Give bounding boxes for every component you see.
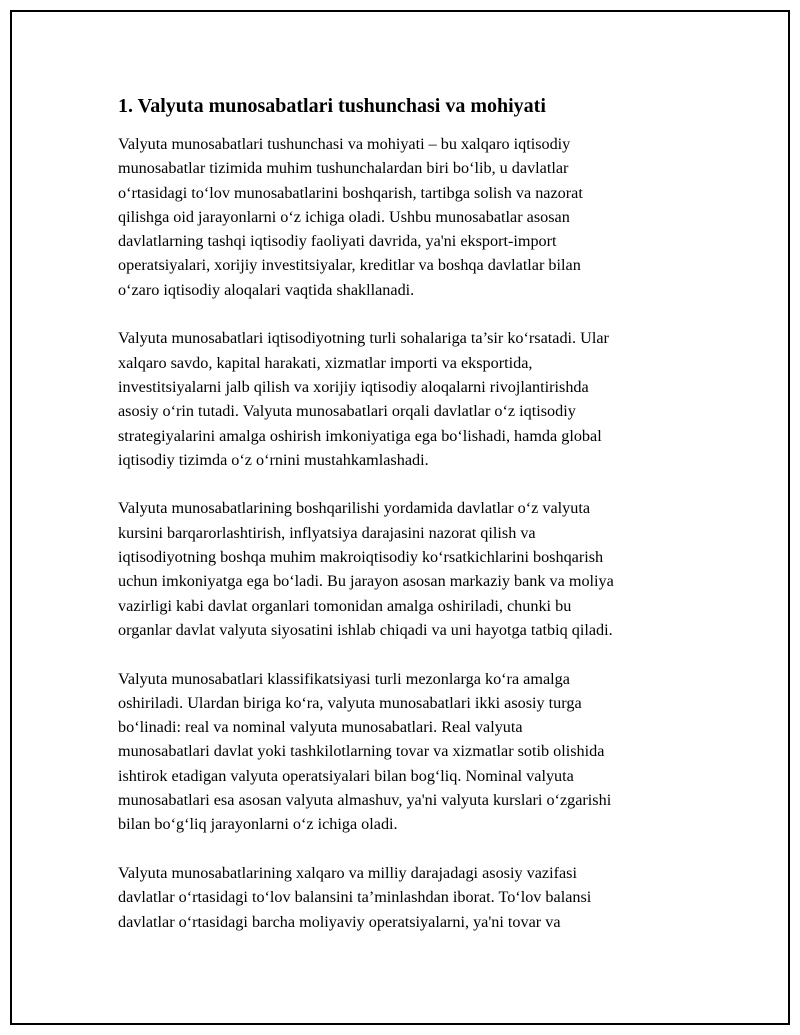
paragraph-line: Valyuta munosabatlarining xalqaro va milliy darajadagi asosiy vazifasi: [118, 863, 577, 882]
paragraph-3: [118, 496, 688, 642]
paragraph-line: xalqaro savdo, kapital harakati, xizmatlar importi va eksportida,: [118, 353, 533, 372]
paragraph-1: [118, 132, 688, 302]
paragraph-line: Valyuta munosabatlarining boshqarilishi yordamida davlatlar o‘z valyuta: [118, 499, 591, 518]
paragraph-line: operatsiyalari, xorijiy investitsiyalar, kreditlar va boshqa davlatlar bilan: [118, 256, 581, 275]
paragraph-line: asosiy o‘rin tutadi. Valyuta munosabatlari orqali davlatlar o‘z iqtisodiy: [118, 402, 576, 421]
paragraph-line: kursini barqarorlashtirish, inflyatsiya darajasini nazorat qilish va: [118, 523, 536, 542]
paragraph-line: qilishga oid jarayonlarni o‘z ichiga oladi. Ushbu munosabatlar asosan: [118, 207, 570, 226]
paragraph-5: [118, 861, 688, 934]
paragraph-line: o‘rtasidagi to‘lov munosabatlarini boshqarish, tartibga solish va nazorat: [118, 183, 583, 202]
paragraph-line: ishtirok etadigan valyuta operatsiyalari bilan bog‘liq. Nominal valyuta: [118, 766, 574, 785]
paragraph-line: davlatlar o‘rtasidagi barcha moliyaviy operatsiyalarni, ya'ni tovar va: [118, 912, 561, 931]
paragraph-line: bo‘linadi: real va nominal valyuta munosabatlari. Real valyuta: [118, 718, 523, 737]
paragraph-line: strategiyalarini amalga oshirish imkoniyatiga ega bo‘lishadi, hamda global: [118, 426, 602, 445]
paragraph-line: investitsiyalarni jalb qilish va xorijiy iqtisodiy aloqalarni rivojlantirishda: [118, 377, 589, 396]
paragraph-line: organlar davlat valyuta siyosatini ishlab chiqadi va uni hayotga tatbiq qiladi.: [118, 620, 613, 639]
paragraph-line: munosabatlari davlat yoki tashkilotlarning tovar va xizmatlar sotib olishida: [118, 742, 605, 761]
paragraph-line: iqtisodiy tizimda o‘z o‘rnini mustahkamlashadi.: [118, 450, 429, 469]
paragraph-line: munosabatlar tizimida muhim tushunchalardan biri bo‘lib, u davlatlar: [118, 159, 569, 178]
paragraph-line: Valyuta munosabatlari iqtisodiyotning turli sohalariga ta’sir ko‘rsatadi. Ular: [118, 329, 609, 348]
paragraph-4: [118, 667, 688, 837]
paragraph-line: munosabatlari esa asosan valyuta almashuv, ya'ni valyuta kurslari o‘zgarishi: [118, 791, 612, 810]
paragraph-line: oshiriladi. Ulardan biriga ko‘ra, valyuta munosabatlari ikki asosiy turga: [118, 693, 582, 712]
paragraph-line: o‘zaro iqtisodiy aloqalari vaqtida shakllanadi.: [118, 280, 415, 299]
paragraph-2: [118, 326, 688, 472]
paragraph-line: vazirligi kabi davlat organlari tomonidan amalga oshiriladi, chunki bu: [118, 596, 572, 615]
paragraph-line: iqtisodiyotning boshqa muhim makroiqtisodiy ko‘rsatkichlarini boshqarish: [118, 548, 604, 567]
paragraph-line: davlatlar o‘rtasidagi to‘lov balansini ta’minlashdan iborat. To‘lov balansi: [118, 888, 592, 907]
paragraph-line: bilan bo‘g‘liq jarayonlarni o‘z ichiga oladi.: [118, 815, 398, 834]
section-heading: 1. Valyuta munosabatlari tushunchasi va mohiyati: [118, 95, 546, 117]
paragraph-line: Valyuta munosabatlari klassifikatsiyasi turli mezonlarga ko‘ra amalga: [118, 669, 570, 688]
paragraph-line: Valyuta munosabatlari tushunchasi va mohiyati – bu xalqaro iqtisodiy: [118, 135, 571, 153]
paragraph-line: davlatlarning tashqi iqtisodiy faoliyati davrida, ya'ni eksport-import: [118, 232, 557, 251]
paragraph-line: uchun imkoniyatga ega bo‘ladi. Bu jarayon asosan markaziy bank va moliya: [118, 572, 614, 591]
document-body: [118, 92, 688, 958]
